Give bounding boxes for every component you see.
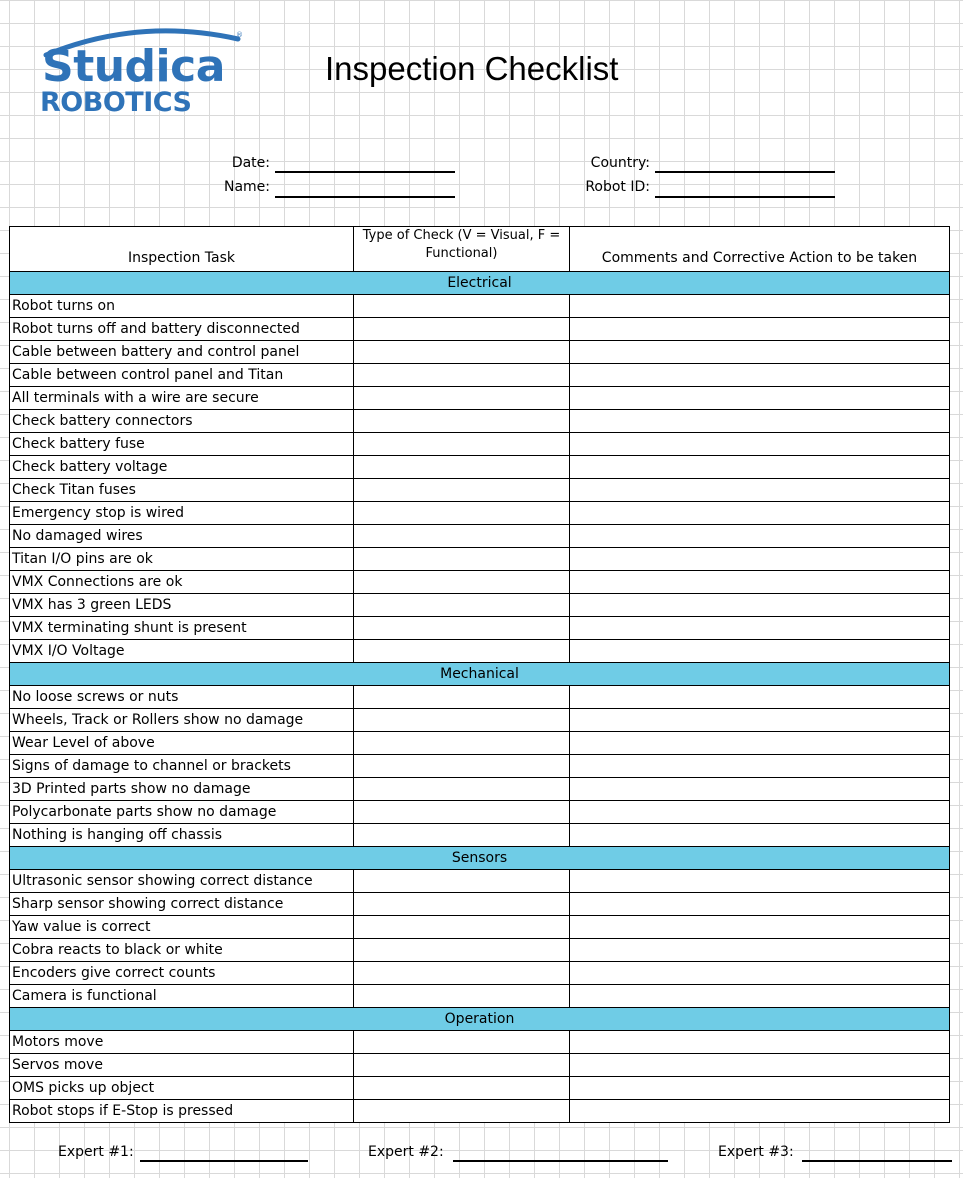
table-row	[10, 778, 950, 801]
type-of-check-cell[interactable]	[354, 916, 570, 939]
table-row	[10, 295, 950, 318]
type-of-check-cell[interactable]	[354, 640, 570, 663]
task-cell: Robot turns off and battery disconnected	[10, 318, 354, 341]
task-cell: Robot turns on	[10, 295, 354, 318]
table-row	[10, 985, 950, 1008]
table-row	[10, 962, 950, 985]
comments-cell[interactable]	[570, 479, 950, 502]
comments-cell[interactable]	[570, 594, 950, 617]
type-of-check-cell[interactable]	[354, 410, 570, 433]
comments-cell[interactable]	[570, 318, 950, 341]
comments-cell[interactable]	[570, 548, 950, 571]
comments-cell[interactable]	[570, 571, 950, 594]
type-of-check-cell[interactable]	[354, 824, 570, 847]
type-of-check-cell[interactable]	[354, 1100, 570, 1123]
table-row	[10, 341, 950, 364]
table-row	[10, 870, 950, 893]
table-row	[10, 1031, 950, 1054]
table-row	[10, 456, 950, 479]
task-cell: 3D Printed parts show no damage	[10, 778, 354, 801]
task-cell: Sharp sensor showing correct distance	[10, 893, 354, 916]
table-row	[10, 433, 950, 456]
country-label: Country:	[590, 155, 650, 171]
comments-cell[interactable]	[570, 870, 950, 893]
name-label: Name:	[223, 179, 270, 195]
table-row	[10, 640, 950, 663]
country-field[interactable]	[655, 171, 835, 173]
comments-cell[interactable]	[570, 732, 950, 755]
type-of-check-cell[interactable]	[354, 755, 570, 778]
task-cell: All terminals with a wire are secure	[10, 387, 354, 410]
type-of-check-cell[interactable]	[354, 893, 570, 916]
table-row	[10, 594, 950, 617]
type-of-check-cell[interactable]	[354, 502, 570, 525]
studica-robotics-logo	[38, 25, 248, 135]
task-cell: VMX has 3 green LEDS	[10, 594, 354, 617]
date-label: Date:	[231, 155, 270, 171]
type-of-check-cell[interactable]	[354, 594, 570, 617]
type-of-check-cell[interactable]	[354, 801, 570, 824]
logo-subword: ROBOTICS	[40, 87, 192, 118]
type-of-check-cell[interactable]	[354, 732, 570, 755]
type-of-check-cell[interactable]	[354, 479, 570, 502]
name-field[interactable]	[275, 196, 455, 198]
comments-cell[interactable]	[570, 778, 950, 801]
task-cell: Titan I/O pins are ok	[10, 548, 354, 571]
column-header-type: Type of Check (V = Visual, F = Functional)	[354, 227, 570, 272]
comments-cell[interactable]	[570, 916, 950, 939]
section-title: Sensors	[10, 847, 950, 870]
column-header-comments: Comments and Corrective Action to be taken	[570, 227, 950, 272]
comments-cell[interactable]	[570, 617, 950, 640]
task-cell: Nothing is hanging off chassis	[10, 824, 354, 847]
table-row	[10, 571, 950, 594]
type-of-check-cell[interactable]	[354, 870, 570, 893]
section-row-mechanical	[10, 663, 950, 686]
task-cell: Check battery connectors	[10, 410, 354, 433]
comments-cell[interactable]	[570, 893, 950, 916]
table-row	[10, 755, 950, 778]
comments-cell[interactable]	[570, 1031, 950, 1054]
type-of-check-cell[interactable]	[354, 387, 570, 410]
table-row	[10, 1077, 950, 1100]
inspection-table	[9, 226, 950, 1123]
expert-1-label: Expert #1:	[58, 1144, 134, 1160]
task-cell: OMS picks up object	[10, 1077, 354, 1100]
task-cell: Wear Level of above	[10, 732, 354, 755]
task-cell: Encoders give correct counts	[10, 962, 354, 985]
expert-2-field[interactable]	[453, 1160, 668, 1162]
comments-cell[interactable]	[570, 364, 950, 387]
table-row	[10, 387, 950, 410]
type-of-check-cell[interactable]	[354, 295, 570, 318]
task-cell: Cable between control panel and Titan	[10, 364, 354, 387]
table-row	[10, 824, 950, 847]
task-cell: Check battery fuse	[10, 433, 354, 456]
table-header-row	[10, 227, 950, 272]
type-of-check-cell[interactable]	[354, 778, 570, 801]
comments-cell[interactable]	[570, 755, 950, 778]
table-row	[10, 525, 950, 548]
comments-cell[interactable]	[570, 456, 950, 479]
comments-cell[interactable]	[570, 410, 950, 433]
table-row	[10, 548, 950, 571]
table-row	[10, 916, 950, 939]
task-cell: Yaw value is correct	[10, 916, 354, 939]
task-cell: Emergency stop is wired	[10, 502, 354, 525]
table-row	[10, 479, 950, 502]
svg-text:®: ®	[236, 31, 243, 39]
type-of-check-cell[interactable]	[354, 433, 570, 456]
task-cell: Ultrasonic sensor showing correct distance	[10, 870, 354, 893]
table-row	[10, 1100, 950, 1123]
type-of-check-cell[interactable]	[354, 341, 570, 364]
expert-1-field[interactable]	[140, 1160, 308, 1162]
task-cell: Polycarbonate parts show no damage	[10, 801, 354, 824]
type-of-check-cell[interactable]	[354, 1054, 570, 1077]
comments-cell[interactable]	[570, 387, 950, 410]
comments-cell[interactable]	[570, 1077, 950, 1100]
table-row	[10, 709, 950, 732]
type-of-check-cell[interactable]	[354, 456, 570, 479]
type-of-check-cell[interactable]	[354, 525, 570, 548]
task-cell: No loose screws or nuts	[10, 686, 354, 709]
task-cell: VMX I/O Voltage	[10, 640, 354, 663]
section-row-electrical	[10, 272, 950, 295]
table-row	[10, 1054, 950, 1077]
table-row	[10, 893, 950, 916]
table-row	[10, 502, 950, 525]
comments-cell[interactable]	[570, 502, 950, 525]
task-cell: Servos move	[10, 1054, 354, 1077]
column-header-task: Inspection Task	[10, 227, 354, 272]
robot-id-label: Robot ID:	[585, 179, 650, 195]
table-row	[10, 939, 950, 962]
task-cell: VMX terminating shunt is present	[10, 617, 354, 640]
date-field[interactable]	[275, 171, 455, 173]
task-cell: Robot stops if E-Stop is pressed	[10, 1100, 354, 1123]
section-title: Electrical	[10, 272, 950, 295]
section-row-operation	[10, 1008, 950, 1031]
table-row	[10, 617, 950, 640]
table-row	[10, 410, 950, 433]
type-of-check-cell[interactable]	[354, 571, 570, 594]
logo-word: Studica	[42, 41, 225, 92]
type-of-check-cell[interactable]	[354, 939, 570, 962]
type-of-check-cell[interactable]	[354, 709, 570, 732]
task-cell: Cable between battery and control panel	[10, 341, 354, 364]
comments-cell[interactable]	[570, 525, 950, 548]
section-title: Mechanical	[10, 663, 950, 686]
type-of-check-cell[interactable]	[354, 962, 570, 985]
table-row	[10, 364, 950, 387]
comments-cell[interactable]	[570, 1054, 950, 1077]
task-cell: VMX Connections are ok	[10, 571, 354, 594]
comments-cell[interactable]	[570, 1100, 950, 1123]
task-cell: Cobra reacts to black or white	[10, 939, 354, 962]
page-title: Inspection Checklist	[325, 50, 619, 87]
comments-cell[interactable]	[570, 962, 950, 985]
comments-cell[interactable]	[570, 341, 950, 364]
robot-id-field[interactable]	[655, 196, 835, 198]
table-row	[10, 801, 950, 824]
task-cell: Motors move	[10, 1031, 354, 1054]
type-of-check-cell[interactable]	[354, 318, 570, 341]
type-of-check-cell[interactable]	[354, 364, 570, 387]
comments-cell[interactable]	[570, 295, 950, 318]
type-of-check-cell[interactable]	[354, 1077, 570, 1100]
type-of-check-cell[interactable]	[354, 617, 570, 640]
task-cell: Wheels, Track or Rollers show no damage	[10, 709, 354, 732]
task-cell: No damaged wires	[10, 525, 354, 548]
task-cell: Check battery voltage	[10, 456, 354, 479]
expert-2-label: Expert #2:	[368, 1144, 444, 1160]
task-cell: Check Titan fuses	[10, 479, 354, 502]
task-cell: Signs of damage to channel or brackets	[10, 755, 354, 778]
type-of-check-cell[interactable]	[354, 985, 570, 1008]
comments-cell[interactable]	[570, 985, 950, 1008]
comments-cell[interactable]	[570, 686, 950, 709]
comments-cell[interactable]	[570, 640, 950, 663]
type-of-check-cell[interactable]	[354, 686, 570, 709]
section-title: Operation	[10, 1008, 950, 1031]
comments-cell[interactable]	[570, 433, 950, 456]
table-row	[10, 732, 950, 755]
comments-cell[interactable]	[570, 709, 950, 732]
task-cell: Camera is functional	[10, 985, 354, 1008]
comments-cell[interactable]	[570, 824, 950, 847]
type-of-check-cell[interactable]	[354, 1031, 570, 1054]
type-of-check-cell[interactable]	[354, 548, 570, 571]
expert-3-field[interactable]	[802, 1160, 952, 1162]
comments-cell[interactable]	[570, 939, 950, 962]
comments-cell[interactable]	[570, 801, 950, 824]
table-row	[10, 318, 950, 341]
expert-3-label: Expert #3:	[718, 1144, 794, 1160]
table-row	[10, 686, 950, 709]
section-row-sensors	[10, 847, 950, 870]
